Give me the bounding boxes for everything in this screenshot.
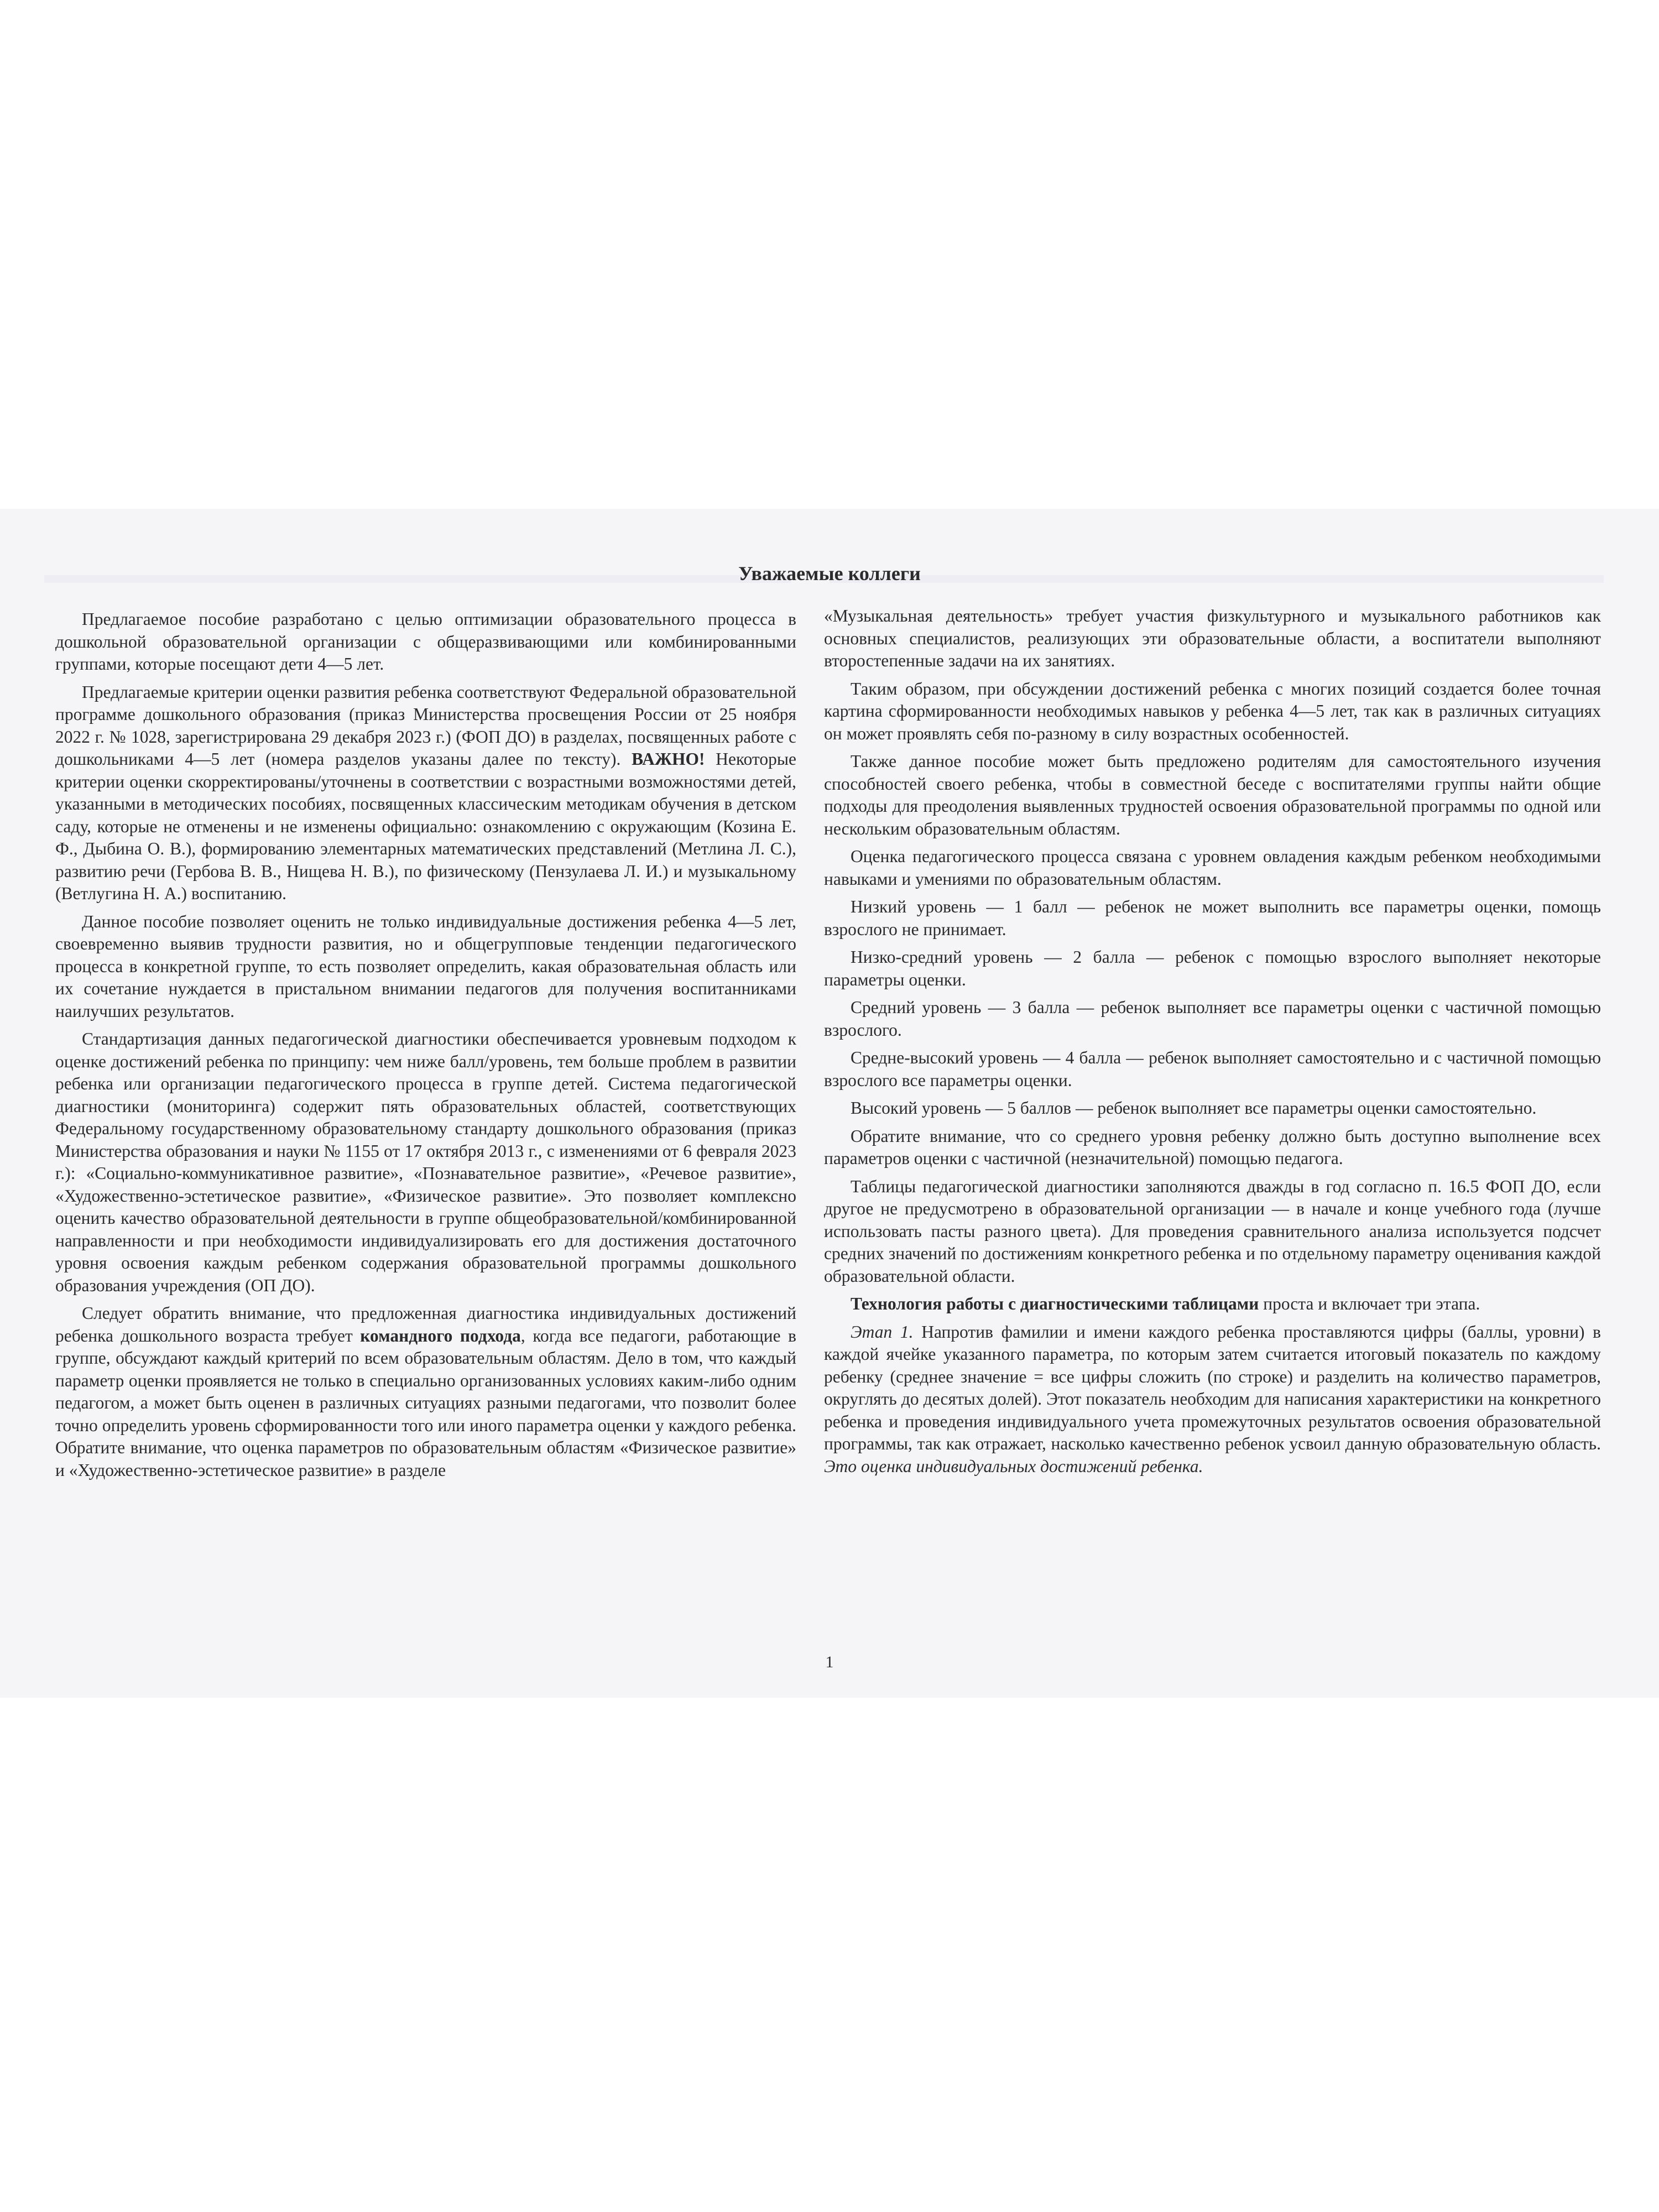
paragraph-text: Напротив фамилии и имени каждого ребенка проставляются цифры (баллы, уровни) в каждой ячейке указанного параметра, по которым затем считается итоговый показатель по каждому ребенку (среднее значение = все цифры сложить (по строке) и разделить на количество параметров, округлять до десятых долей). Этот показатель необходим для написания характеристики на конкретного ребенка и проведения индивидуального учета промежуточных результатов освоения образовательной программы, так как отражает, насколько качественно ребенок усвоил данную образовательную область. [824,1322,1601,1453]
paragraph: Также данное пособие может быть предложено родителям для самостоятельного изучения способностей своего ребенка, чтобы в совместной беседе с воспитателями группы найти общие подходы для преодоления выявленных трудностей освоения образовательной программы по одной или нескольким образовательным областям. [824,752,1601,838]
page-number: 1 [825,1653,834,1671]
paragraph: Средне-высокий уровень — 4 балла — ребенок выполняет самостоятельно и с частичной помощью взрослого все параметры оценки. [824,1048,1601,1090]
paragraph [824,1293,1601,1316]
paragraph: Данное пособие позволяет оценить не только индивидуальные достижения ребенка 4—5 лет, своевременно выявив трудности развития, но и общегрупповые тенденции педагогического процесса в конкретной группе, то есть позволяет определить, какая образовательная область или их сочетание нуждается в пристальном внимании педагогов для получения воспитанниками наилучших результатов. [55,911,796,1021]
section-heading-bold: Технология работы с диагностическими таблицами [851,1294,1259,1313]
right-text-column [824,605,1601,1478]
paragraph-text: , когда все педагоги, работающие в группе, обсуждают каждый критерий по всем образовательным областям. Дело в том, что каждый параметр оценки проявляется не только в специально организованных условиях каким-либо одним педагогом, а может быть оценен в различных ситуациях разными педагогами, что позволит более точно определить уровень сформированности того или иного параметра оценки у каждого ребенка. Обратите внимание, что оценка параметров по образовательным областям «Физическое развитие» и «Художественно-эстетическое развитие» в разделе [55,1326,796,1480]
emphasis-bold: командного подхода [360,1326,521,1345]
paragraph-text: Следует обратить внимание, что предложенная диагностика индивидуальных достижений ребенка дошкольного возраста требует [55,1303,796,1345]
paragraph: Обратите внимание, что со среднего уровня ребенку должно быть доступно выполнение всех параметров оценки с частичной (незначительной) помощью педагога. [824,1126,1601,1168]
paragraph: Средний уровень — 3 балла — ребенок выполняет все параметры оценки с частичной помощью взрослого. [824,998,1601,1040]
paragraph [55,1302,796,1481]
paragraph-text: проста и включает три этапа. [1263,1294,1480,1313]
paragraph: Оценка педагогического процесса связана с уровнем овладения каждым ребенком необходимыми навыками и умениями по образовательным областям. [824,847,1601,889]
emphasis-italic: Это оценка индивидуальных достижений ребенка. [824,1456,1203,1476]
paragraph: Таким образом, при обсуждении достижений ребенка с многих позиций создается более точная картина сформированности необходимых навыков у ребенка 4—5 лет, так как в различных ситуациях он может проявлять себя по-разному в силу возрастных особенностей. [824,679,1601,743]
emphasis-bold: ВАЖНО! [632,749,705,769]
paragraph: Таблицы педагогической диагностики заполняются дважды в год согласно п. 16.5 ФОП ДО, если другое не предусмотрено в образовательной организации — в начале и конце учебного года (лучше использовать пасты разного цвета). Для проведения сравнительного анализа используется подсчет средних значений по достижениям конкретного ребенка и по отдельному параметру оценивания каждой образовательной области. [824,1176,1601,1286]
paragraph: Предлагаемое пособие разработано с целью оптимизации образовательного процесса в дошкольной образовательной организации с общеразвивающими или комбинированными группами, которые посещают дети 4—5 лет. [55,609,796,674]
paragraph-text: Предлагаемые критерии оценки развития ребенка соответствуют Федеральной образовательной программе дошкольного образования (приказ Министерства просвещения России от 25 ноября 2022 г. № 1028, зарегистрирована 29 декабря 2023 г.) (ФОП ДО) в разделах, посвященных работе с дошкольниками 4—5 лет (номера разделов указаны далее по тексту). [55,682,796,769]
paragraph [55,681,796,905]
left-text-column [55,608,796,1481]
page-title: Уважаемые коллеги [738,562,921,585]
paragraph: Высокий уровень — 5 баллов — ребенок выполняет все параметры оценки самостоятельно. [851,1098,1537,1118]
stage-label-italic: Этап 1. [851,1322,914,1342]
paragraph: Низко-средний уровень — 2 балла — ребенок с помощью взрослого выполняет некоторые параметры оценки. [824,947,1601,989]
paragraph [824,1321,1601,1478]
paragraph: Стандартизация данных педагогической диагностики обеспечивается уровневым подходом к оценке достижений ребенка по принципу: чем ниже балл/уровень, тем больше проблем в развитии ребенка или организации педагогического процесса в группе детей. Система педагогической диагностики (мониторинга) содержит пять образовательных областей, соответствующих Федеральному государственному образовательному стандарту дошкольного образования (приказ Министерства образования и науки № 1155 от 17 октября 2013 г., с изменениями от 6 февраля 2023 г.): «Социально-коммуникативное развитие», «Познавательное развитие», «Речевое развитие», «Художественно-эстетическое развитие», «Физическое развитие». Это позволяет комплексно оценить качество образовательной деятельности в группе общеобразовательной/комбинированной направленности и при необходимости индивидуализировать его для достижения достаточного уровня освоения каждым ребенком содержания образовательной программы дошкольного образования учреждения (ОП ДО). [55,1029,796,1295]
paragraph: «Музыкальная деятельность» требует участия физкультурного и музыкального работников как основных специалистов, реализующих эти образовательные области, а воспитатели выполняют второстепенные задачи на их занятиях. [824,606,1601,670]
paragraph-text: Некоторые критерии оценки скорректированы/уточнены в соответствии с возрастными возможностями детей, указанными в методических пособиях, посвященных классическим методикам обучения в детском саду, которые не отменены и не изменены официально: ознакомлению с окружающим (Козина Е. Ф., Дыбина О. В.), формированию элементарных математических представлений (Метлина Л. С.), развитию речи (Гербова В. В., Нищева Н. В.), по физическому (Пензулаева Л. И.) и музыкальному (Ветлугина Н. А.) воспитанию. [55,749,797,903]
paragraph: Низкий уровень — 1 балл — ребенок не может выполнить все параметры оценки, помощь взрослого не принимает. [824,897,1601,939]
